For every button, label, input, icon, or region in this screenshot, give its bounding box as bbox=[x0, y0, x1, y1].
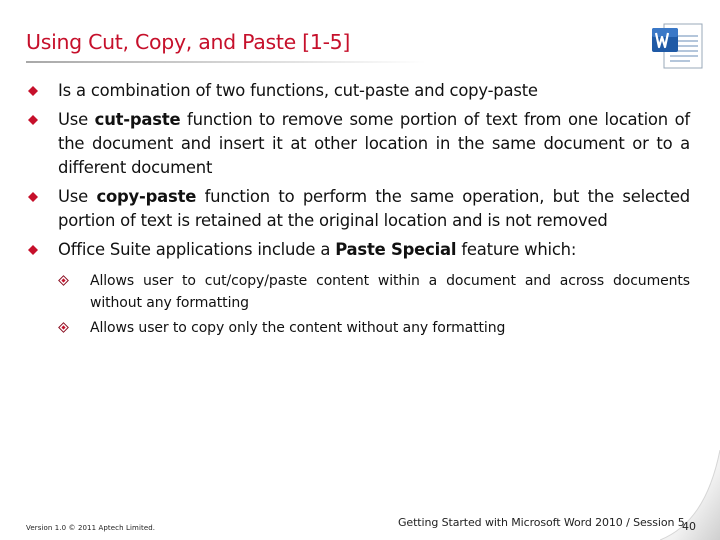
diamond-bullet-icon bbox=[28, 192, 38, 202]
sub-bullet-text: Allows user to copy only the content without any formatting bbox=[90, 320, 506, 336]
sub-bullet-item bbox=[58, 270, 690, 314]
diamond-bullet-icon bbox=[28, 245, 38, 255]
ms-word-document-icon bbox=[650, 20, 706, 70]
bullet-text: feature which: bbox=[456, 240, 577, 259]
outlined-diamond-bullet-icon bbox=[58, 322, 69, 333]
sub-bullet-text: Allows user to cut/copy/paste content within a document and across documents without any formatting bbox=[90, 273, 690, 311]
diamond-bullet-icon bbox=[28, 86, 38, 96]
bullet-text: Office Suite applications include a bbox=[58, 240, 336, 259]
title-underline bbox=[26, 61, 426, 63]
bullet-text: function to remove some portion of text from one location of the document and insert it at other location in the same document or to a different document bbox=[58, 110, 690, 177]
outlined-diamond-bullet-icon bbox=[58, 275, 69, 286]
bullet-bold-term: Paste Special bbox=[335, 240, 457, 259]
bullet-text: Is a combination of two functions, cut-paste and copy-paste bbox=[58, 81, 538, 100]
footer-version: Version 1.0 © 2011 Aptech Limited. bbox=[26, 524, 156, 532]
bullet-bold-term: cut-paste bbox=[94, 110, 181, 129]
sub-bullet-item bbox=[58, 317, 690, 339]
bullet-item bbox=[26, 79, 690, 103]
bullet-list bbox=[26, 79, 690, 339]
bullet-text: function to perform the same operation, but the selected portion of text is retained at the original location and is not removed bbox=[58, 187, 690, 230]
footer-course-title: Getting Started with Microsoft Word 2010 / Session 5 bbox=[398, 516, 685, 529]
sub-bullet-list bbox=[58, 270, 690, 339]
page-number: 40 bbox=[682, 520, 696, 533]
diamond-bullet-icon bbox=[28, 115, 38, 125]
bullet-text: Use bbox=[58, 110, 95, 129]
bullet-bold-term: copy-paste bbox=[96, 187, 197, 206]
bullet-text: Use bbox=[58, 187, 97, 206]
bullet-item bbox=[26, 185, 690, 233]
bullet-item bbox=[26, 238, 690, 339]
bullet-item bbox=[26, 108, 690, 180]
slide-title: Using Cut, Copy, and Paste [1-5] bbox=[26, 30, 351, 54]
